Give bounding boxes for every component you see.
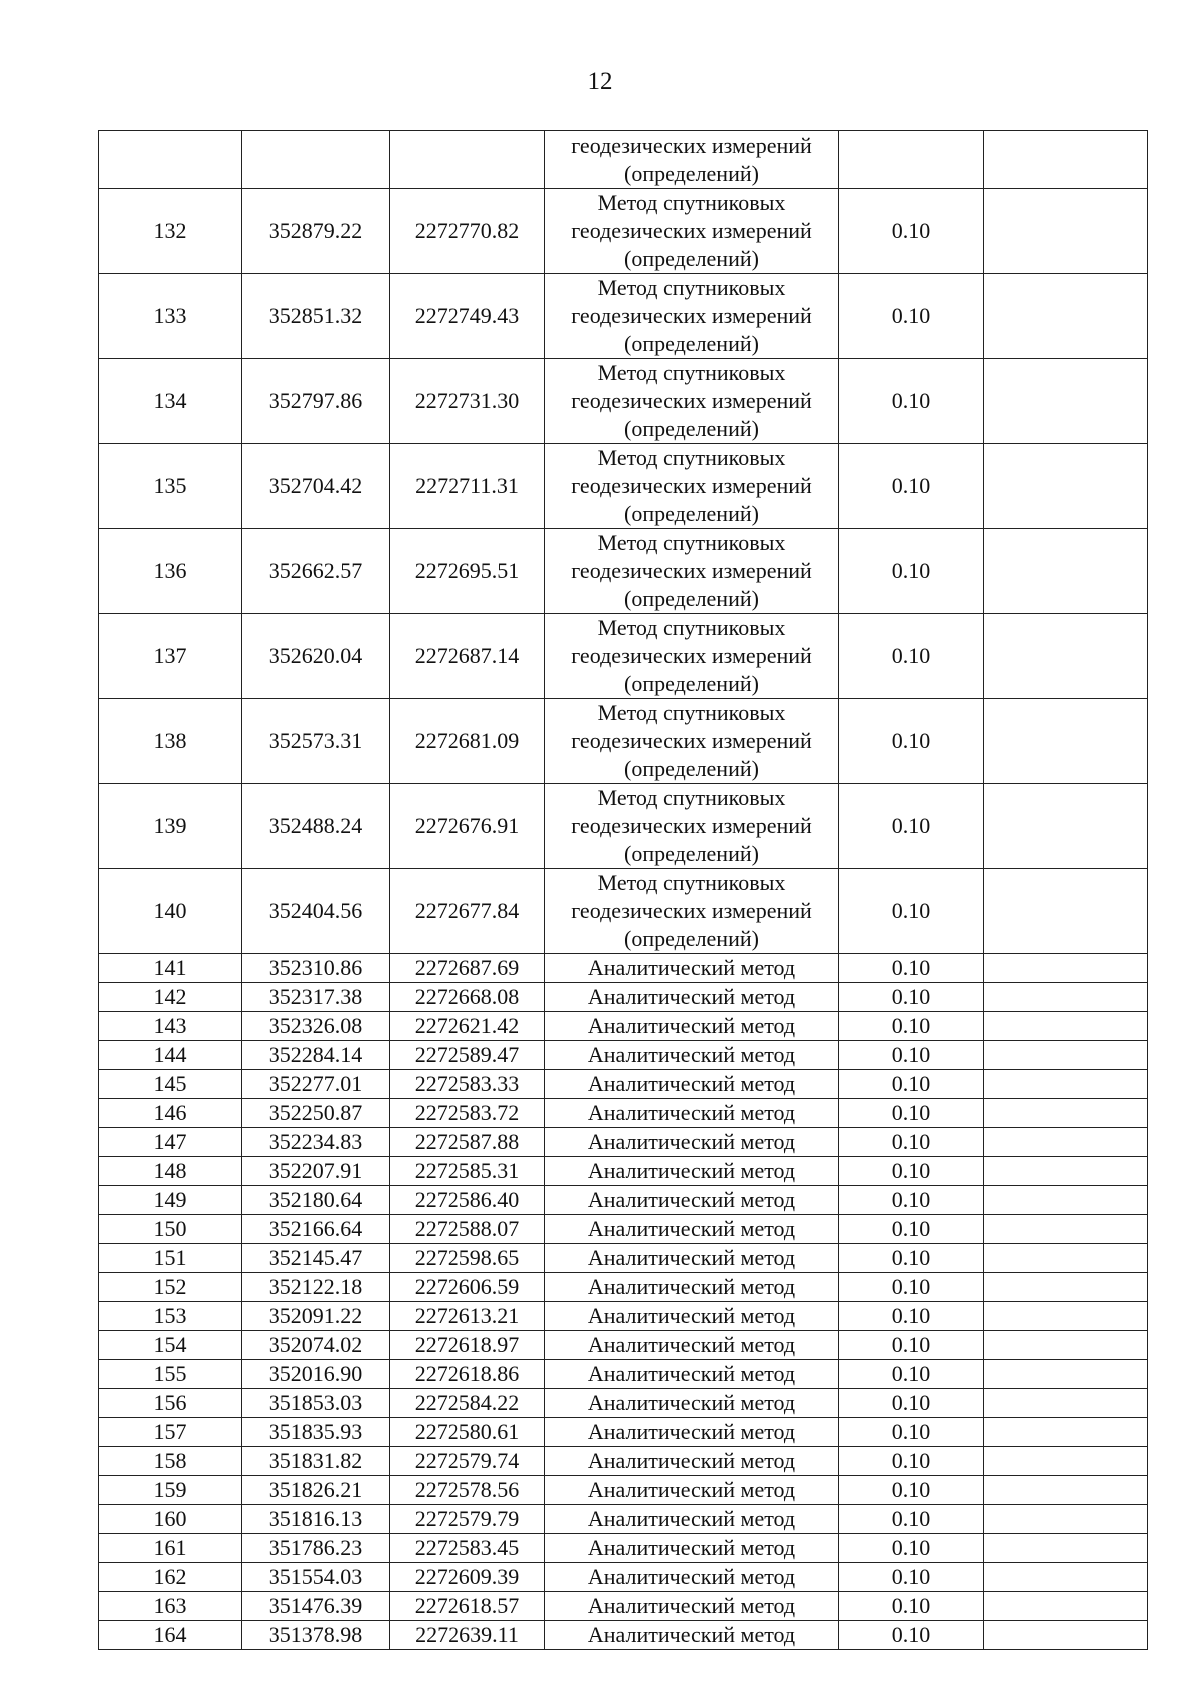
coordinates-table xyxy=(98,130,1148,1650)
x-coordinate-cell: 352573.31 xyxy=(242,699,390,784)
point-number-cell: 164 xyxy=(99,1621,242,1650)
y-coordinate-cell: 2272711.31 xyxy=(390,444,545,529)
x-coordinate-cell: 352851.32 xyxy=(242,274,390,359)
accuracy-cell: 0.10 xyxy=(839,1273,984,1302)
note-cell xyxy=(984,983,1148,1012)
method-cell: Аналитический метод xyxy=(545,1041,839,1070)
table-row xyxy=(99,1505,1148,1534)
note-cell xyxy=(984,1505,1148,1534)
y-coordinate-cell: 2272579.79 xyxy=(390,1505,545,1534)
method-cell: Аналитический метод xyxy=(545,1505,839,1534)
point-number-cell: 135 xyxy=(99,444,242,529)
method-cell: Аналитический метод xyxy=(545,1621,839,1650)
method-cell: Аналитический метод xyxy=(545,1389,839,1418)
method-cell: Аналитический метод xyxy=(545,1302,839,1331)
table-row xyxy=(99,1621,1148,1650)
y-coordinate-cell xyxy=(390,131,545,189)
x-coordinate-cell: 351786.23 xyxy=(242,1534,390,1563)
table-row xyxy=(99,869,1148,954)
point-number-cell: 151 xyxy=(99,1244,242,1273)
x-coordinate-cell: 352704.42 xyxy=(242,444,390,529)
point-number-cell: 138 xyxy=(99,699,242,784)
accuracy-cell: 0.10 xyxy=(839,1012,984,1041)
table-row xyxy=(99,274,1148,359)
accuracy-cell: 0.10 xyxy=(839,1621,984,1650)
y-coordinate-cell: 2272618.57 xyxy=(390,1592,545,1621)
table-row xyxy=(99,1128,1148,1157)
method-cell: Метод спутниковых геодезических измерений (определений) xyxy=(545,189,839,274)
x-coordinate-cell: 352310.86 xyxy=(242,954,390,983)
y-coordinate-cell: 2272598.65 xyxy=(390,1244,545,1273)
x-coordinate-cell: 351476.39 xyxy=(242,1592,390,1621)
y-coordinate-cell: 2272586.40 xyxy=(390,1186,545,1215)
note-cell xyxy=(984,1360,1148,1389)
point-number-cell: 163 xyxy=(99,1592,242,1621)
y-coordinate-cell: 2272676.91 xyxy=(390,784,545,869)
table-row xyxy=(99,1447,1148,1476)
method-cell: Метод спутниковых геодезических измерений (определений) xyxy=(545,869,839,954)
method-cell: Метод спутниковых геодезических измерений (определений) xyxy=(545,274,839,359)
x-coordinate-cell: 351826.21 xyxy=(242,1476,390,1505)
y-coordinate-cell: 2272668.08 xyxy=(390,983,545,1012)
x-coordinate-cell: 352488.24 xyxy=(242,784,390,869)
method-cell: Метод спутниковых геодезических измерений (определений) xyxy=(545,614,839,699)
note-cell xyxy=(984,1447,1148,1476)
accuracy-cell: 0.10 xyxy=(839,1563,984,1592)
table-row xyxy=(99,529,1148,614)
note-cell xyxy=(984,1621,1148,1650)
y-coordinate-cell: 2272687.69 xyxy=(390,954,545,983)
accuracy-cell: 0.10 xyxy=(839,1476,984,1505)
note-cell xyxy=(984,1157,1148,1186)
table-row xyxy=(99,614,1148,699)
table-row xyxy=(99,359,1148,444)
continuation-row xyxy=(99,131,1148,189)
method-cell: Метод спутниковых геодезических измерений (определений) xyxy=(545,444,839,529)
accuracy-cell: 0.10 xyxy=(839,1418,984,1447)
accuracy-cell: 0.10 xyxy=(839,1592,984,1621)
point-number-cell: 143 xyxy=(99,1012,242,1041)
x-coordinate-cell: 351853.03 xyxy=(242,1389,390,1418)
accuracy-cell: 0.10 xyxy=(839,1041,984,1070)
note-cell xyxy=(984,1244,1148,1273)
y-coordinate-cell: 2272618.86 xyxy=(390,1360,545,1389)
y-coordinate-cell: 2272584.22 xyxy=(390,1389,545,1418)
note-cell xyxy=(984,1215,1148,1244)
accuracy-cell: 0.10 xyxy=(839,1070,984,1099)
accuracy-cell: 0.10 xyxy=(839,529,984,614)
method-cell: Аналитический метод xyxy=(545,1476,839,1505)
x-coordinate-cell: 352074.02 xyxy=(242,1331,390,1360)
y-coordinate-cell: 2272639.11 xyxy=(390,1621,545,1650)
accuracy-cell: 0.10 xyxy=(839,784,984,869)
note-cell xyxy=(984,954,1148,983)
x-coordinate-cell: 352091.22 xyxy=(242,1302,390,1331)
point-number-cell: 147 xyxy=(99,1128,242,1157)
x-coordinate-cell: 351378.98 xyxy=(242,1621,390,1650)
accuracy-cell: 0.10 xyxy=(839,1331,984,1360)
note-cell xyxy=(984,869,1148,954)
note-cell xyxy=(984,1273,1148,1302)
note-cell xyxy=(984,614,1148,699)
note-cell xyxy=(984,1476,1148,1505)
table-row xyxy=(99,1186,1148,1215)
x-coordinate-cell: 352326.08 xyxy=(242,1012,390,1041)
table-row xyxy=(99,444,1148,529)
point-number-cell: 156 xyxy=(99,1389,242,1418)
y-coordinate-cell: 2272618.97 xyxy=(390,1331,545,1360)
table-row xyxy=(99,1389,1148,1418)
table-row xyxy=(99,1157,1148,1186)
table-row xyxy=(99,1041,1148,1070)
y-coordinate-cell: 2272677.84 xyxy=(390,869,545,954)
accuracy-cell: 0.10 xyxy=(839,1447,984,1476)
method-cell: Аналитический метод xyxy=(545,1360,839,1389)
point-number-cell: 133 xyxy=(99,274,242,359)
y-coordinate-cell: 2272687.14 xyxy=(390,614,545,699)
table-row xyxy=(99,983,1148,1012)
method-cell: Аналитический метод xyxy=(545,1012,839,1041)
note-cell xyxy=(984,189,1148,274)
table-row xyxy=(99,1273,1148,1302)
x-coordinate-cell: 352662.57 xyxy=(242,529,390,614)
accuracy-cell: 0.10 xyxy=(839,869,984,954)
y-coordinate-cell: 2272606.59 xyxy=(390,1273,545,1302)
point-number-cell: 159 xyxy=(99,1476,242,1505)
y-coordinate-cell: 2272587.88 xyxy=(390,1128,545,1157)
accuracy-cell: 0.10 xyxy=(839,189,984,274)
method-cell: Аналитический метод xyxy=(545,1157,839,1186)
method-cell: Аналитический метод xyxy=(545,1215,839,1244)
x-coordinate-cell: 352122.18 xyxy=(242,1273,390,1302)
point-number-cell: 157 xyxy=(99,1418,242,1447)
x-coordinate-cell: 352166.64 xyxy=(242,1215,390,1244)
accuracy-cell: 0.10 xyxy=(839,1099,984,1128)
point-number-cell: 144 xyxy=(99,1041,242,1070)
method-cell: геодезических измерений (определений) xyxy=(545,131,839,189)
page-number: 12 xyxy=(587,68,613,95)
x-coordinate-cell: 352250.87 xyxy=(242,1099,390,1128)
x-coordinate-cell: 351831.82 xyxy=(242,1447,390,1476)
x-coordinate-cell: 352016.90 xyxy=(242,1360,390,1389)
method-cell: Аналитический метод xyxy=(545,1273,839,1302)
y-coordinate-cell: 2272770.82 xyxy=(390,189,545,274)
accuracy-cell: 0.10 xyxy=(839,1128,984,1157)
point-number-cell: 154 xyxy=(99,1331,242,1360)
y-coordinate-cell: 2272681.09 xyxy=(390,699,545,784)
accuracy-cell: 0.10 xyxy=(839,1186,984,1215)
point-number-cell: 149 xyxy=(99,1186,242,1215)
note-cell xyxy=(984,1302,1148,1331)
y-coordinate-cell: 2272583.72 xyxy=(390,1099,545,1128)
accuracy-cell: 0.10 xyxy=(839,1215,984,1244)
table-row xyxy=(99,1012,1148,1041)
accuracy-cell: 0.10 xyxy=(839,1157,984,1186)
x-coordinate-cell: 352234.83 xyxy=(242,1128,390,1157)
point-number-cell: 145 xyxy=(99,1070,242,1099)
note-cell xyxy=(984,1128,1148,1157)
note-cell xyxy=(984,1331,1148,1360)
accuracy-cell: 0.10 xyxy=(839,1302,984,1331)
method-cell: Аналитический метод xyxy=(545,954,839,983)
method-cell: Аналитический метод xyxy=(545,983,839,1012)
x-coordinate-cell: 351816.13 xyxy=(242,1505,390,1534)
note-cell xyxy=(984,1012,1148,1041)
table-row xyxy=(99,1476,1148,1505)
accuracy-cell xyxy=(839,131,984,189)
point-number-cell: 142 xyxy=(99,983,242,1012)
note-cell xyxy=(984,1592,1148,1621)
table-row xyxy=(99,954,1148,983)
y-coordinate-cell: 2272588.07 xyxy=(390,1215,545,1244)
y-coordinate-cell: 2272580.61 xyxy=(390,1418,545,1447)
note-cell xyxy=(984,274,1148,359)
method-cell: Метод спутниковых геодезических измерений (определений) xyxy=(545,359,839,444)
accuracy-cell: 0.10 xyxy=(839,1244,984,1273)
x-coordinate-cell: 352620.04 xyxy=(242,614,390,699)
note-cell xyxy=(984,1099,1148,1128)
table-row xyxy=(99,1215,1148,1244)
y-coordinate-cell: 2272609.39 xyxy=(390,1563,545,1592)
method-cell: Метод спутниковых геодезических измерений (определений) xyxy=(545,529,839,614)
accuracy-cell: 0.10 xyxy=(839,699,984,784)
table-row xyxy=(99,1302,1148,1331)
accuracy-cell: 0.10 xyxy=(839,614,984,699)
x-coordinate-cell xyxy=(242,131,390,189)
y-coordinate-cell: 2272731.30 xyxy=(390,359,545,444)
x-coordinate-cell: 352404.56 xyxy=(242,869,390,954)
point-number-cell: 137 xyxy=(99,614,242,699)
table-row xyxy=(99,1563,1148,1592)
table-row xyxy=(99,784,1148,869)
accuracy-cell: 0.10 xyxy=(839,274,984,359)
table-row xyxy=(99,189,1148,274)
note-cell xyxy=(984,784,1148,869)
table-row xyxy=(99,1331,1148,1360)
x-coordinate-cell: 351835.93 xyxy=(242,1418,390,1447)
note-cell xyxy=(984,1070,1148,1099)
note-cell xyxy=(984,699,1148,784)
note-cell xyxy=(984,1534,1148,1563)
accuracy-cell: 0.10 xyxy=(839,1534,984,1563)
method-cell: Метод спутниковых геодезических измерений (определений) xyxy=(545,784,839,869)
method-cell: Аналитический метод xyxy=(545,1447,839,1476)
note-cell xyxy=(984,1563,1148,1592)
method-cell: Аналитический метод xyxy=(545,1128,839,1157)
point-number-cell: 162 xyxy=(99,1563,242,1592)
point-number-cell: 153 xyxy=(99,1302,242,1331)
coordinates-table-body xyxy=(99,131,1148,1650)
x-coordinate-cell: 352180.64 xyxy=(242,1186,390,1215)
table-row xyxy=(99,1418,1148,1447)
point-number-cell: 161 xyxy=(99,1534,242,1563)
method-cell: Аналитический метод xyxy=(545,1592,839,1621)
accuracy-cell: 0.10 xyxy=(839,1505,984,1534)
note-cell xyxy=(984,1186,1148,1215)
point-number-cell: 158 xyxy=(99,1447,242,1476)
table-row xyxy=(99,1244,1148,1273)
note-cell xyxy=(984,444,1148,529)
x-coordinate-cell: 352317.38 xyxy=(242,983,390,1012)
y-coordinate-cell: 2272585.31 xyxy=(390,1157,545,1186)
y-coordinate-cell: 2272695.51 xyxy=(390,529,545,614)
accuracy-cell: 0.10 xyxy=(839,444,984,529)
point-number-cell: 140 xyxy=(99,869,242,954)
y-coordinate-cell: 2272579.74 xyxy=(390,1447,545,1476)
y-coordinate-cell: 2272589.47 xyxy=(390,1041,545,1070)
y-coordinate-cell: 2272749.43 xyxy=(390,274,545,359)
x-coordinate-cell: 352145.47 xyxy=(242,1244,390,1273)
note-cell xyxy=(984,1389,1148,1418)
x-coordinate-cell: 351554.03 xyxy=(242,1563,390,1592)
method-cell: Аналитический метод xyxy=(545,1331,839,1360)
point-number-cell: 136 xyxy=(99,529,242,614)
y-coordinate-cell: 2272583.33 xyxy=(390,1070,545,1099)
note-cell xyxy=(984,529,1148,614)
point-number-cell: 141 xyxy=(99,954,242,983)
table-row xyxy=(99,1534,1148,1563)
method-cell: Метод спутниковых геодезических измерений (определений) xyxy=(545,699,839,784)
point-number-cell: 134 xyxy=(99,359,242,444)
point-number-cell xyxy=(99,131,242,189)
point-number-cell: 146 xyxy=(99,1099,242,1128)
note-cell xyxy=(984,1041,1148,1070)
y-coordinate-cell: 2272578.56 xyxy=(390,1476,545,1505)
table-row xyxy=(99,1592,1148,1621)
point-number-cell: 152 xyxy=(99,1273,242,1302)
accuracy-cell: 0.10 xyxy=(839,1389,984,1418)
accuracy-cell: 0.10 xyxy=(839,983,984,1012)
method-cell: Аналитический метод xyxy=(545,1099,839,1128)
table-row xyxy=(99,1070,1148,1099)
x-coordinate-cell: 352879.22 xyxy=(242,189,390,274)
y-coordinate-cell: 2272583.45 xyxy=(390,1534,545,1563)
method-cell: Аналитический метод xyxy=(545,1418,839,1447)
table-row xyxy=(99,1360,1148,1389)
y-coordinate-cell: 2272621.42 xyxy=(390,1012,545,1041)
accuracy-cell: 0.10 xyxy=(839,954,984,983)
point-number-cell: 160 xyxy=(99,1505,242,1534)
accuracy-cell: 0.10 xyxy=(839,359,984,444)
table-row xyxy=(99,699,1148,784)
accuracy-cell: 0.10 xyxy=(839,1360,984,1389)
x-coordinate-cell: 352797.86 xyxy=(242,359,390,444)
method-cell: Аналитический метод xyxy=(545,1186,839,1215)
table-row xyxy=(99,1099,1148,1128)
point-number-cell: 150 xyxy=(99,1215,242,1244)
note-cell xyxy=(984,359,1148,444)
method-cell: Аналитический метод xyxy=(545,1070,839,1099)
point-number-cell: 139 xyxy=(99,784,242,869)
point-number-cell: 148 xyxy=(99,1157,242,1186)
method-cell: Аналитический метод xyxy=(545,1244,839,1273)
x-coordinate-cell: 352277.01 xyxy=(242,1070,390,1099)
x-coordinate-cell: 352284.14 xyxy=(242,1041,390,1070)
x-coordinate-cell: 352207.91 xyxy=(242,1157,390,1186)
point-number-cell: 132 xyxy=(99,189,242,274)
note-cell xyxy=(984,1418,1148,1447)
method-cell: Аналитический метод xyxy=(545,1563,839,1592)
point-number-cell: 155 xyxy=(99,1360,242,1389)
y-coordinate-cell: 2272613.21 xyxy=(390,1302,545,1331)
method-cell: Аналитический метод xyxy=(545,1534,839,1563)
note-cell xyxy=(984,131,1148,189)
